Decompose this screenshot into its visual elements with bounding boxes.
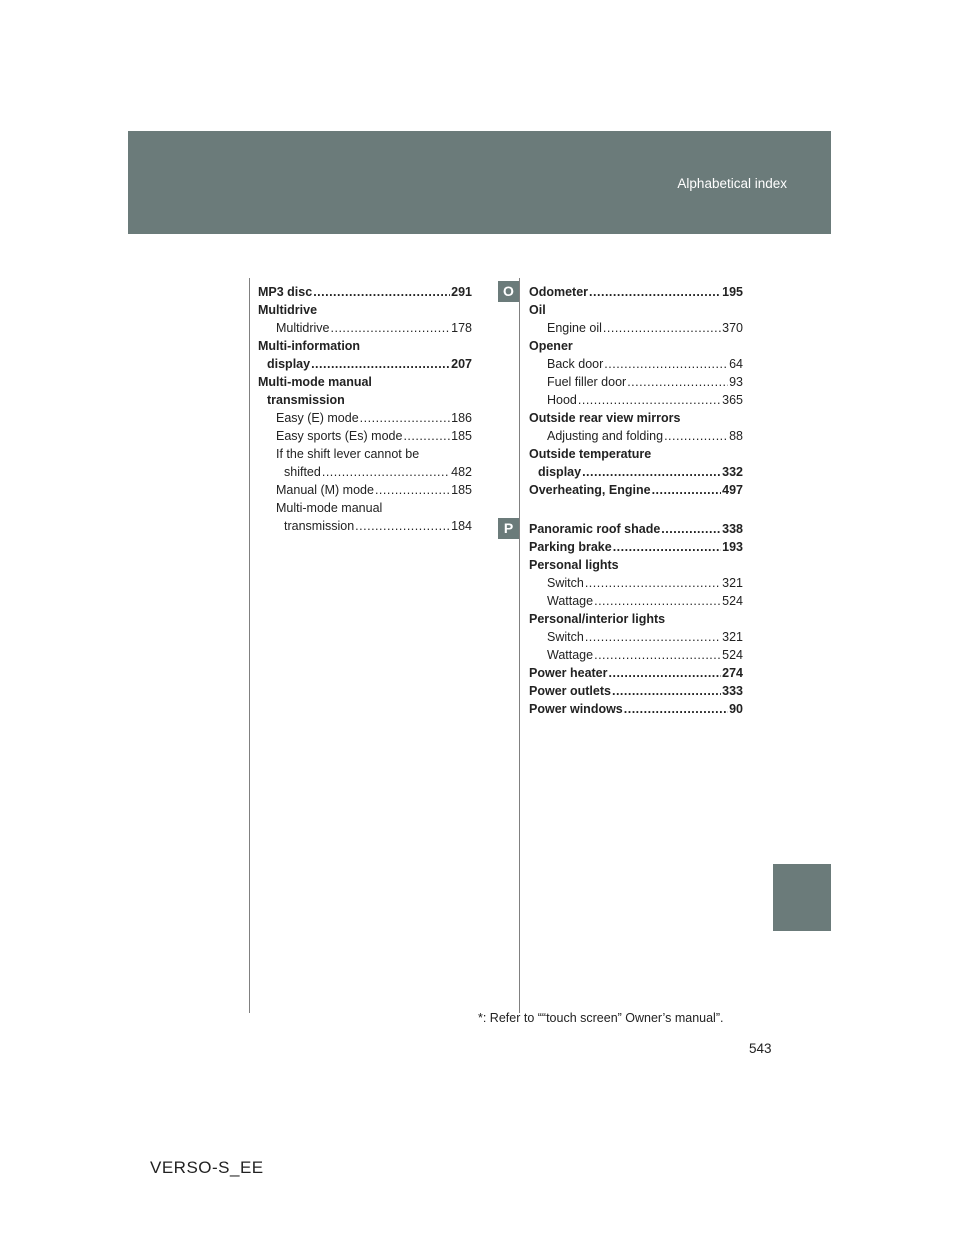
dot-leader	[585, 628, 721, 646]
index-entry	[258, 517, 472, 535]
index-entry	[258, 283, 472, 301]
entry-text: Hood	[547, 393, 577, 407]
index-entry	[529, 481, 743, 499]
index-entry	[529, 646, 743, 664]
entry-text: Easy (E) mode	[276, 411, 359, 425]
index-entry	[529, 319, 743, 337]
entry-text: Power windows	[529, 702, 623, 716]
entry-text: shifted	[284, 465, 321, 479]
entry-text: MP3 disc	[258, 285, 313, 299]
entry-text: Wattage	[547, 594, 594, 608]
dot-leader	[661, 520, 721, 538]
dot-leader	[627, 373, 728, 391]
page-reference: 185	[451, 483, 472, 497]
dot-leader	[612, 682, 721, 700]
entry-text: display	[267, 357, 311, 371]
dot-leader	[582, 463, 721, 481]
entry-text: Personal/interior lights	[529, 612, 666, 626]
page-reference: 207	[451, 357, 472, 371]
index-entry	[529, 664, 743, 682]
index-heading	[258, 337, 472, 355]
page-reference: 193	[722, 540, 743, 554]
page-reference: 370	[722, 321, 743, 335]
footnote: *: Refer to ““touch screen” Owner’s manual”.	[478, 1011, 724, 1025]
index-entry	[529, 682, 743, 700]
entry-text: Easy sports (Es) mode	[276, 429, 403, 443]
index-heading	[529, 610, 743, 628]
index-entry	[529, 574, 743, 592]
dot-leader	[603, 319, 721, 337]
model-code: VERSO-S_EE	[150, 1158, 264, 1177]
index-entry	[529, 700, 743, 718]
dot-leader	[578, 391, 721, 409]
index-heading	[529, 409, 743, 427]
entry-text: Oil	[529, 303, 546, 317]
dot-leader	[313, 283, 450, 301]
page-reference: 497	[722, 483, 743, 497]
section-letter-p: P	[498, 518, 519, 539]
dot-leader	[355, 517, 450, 535]
dot-leader	[609, 664, 722, 682]
dot-leader	[594, 592, 721, 610]
page-reference: 332	[722, 465, 743, 479]
section-letter-o: O	[498, 281, 519, 302]
section-gap	[529, 499, 743, 520]
entry-text: display	[538, 465, 582, 479]
page-reference: 186	[451, 411, 472, 425]
dot-leader	[624, 700, 728, 718]
entry-text: Multidrive	[276, 321, 330, 335]
index-heading	[529, 445, 743, 463]
dot-leader	[375, 481, 450, 499]
index-entry	[258, 427, 472, 445]
index-entry	[258, 319, 472, 337]
entry-text: Power outlets	[529, 684, 611, 698]
index-heading	[258, 373, 472, 391]
dot-leader	[652, 481, 722, 499]
page-reference: 195	[722, 285, 743, 299]
column-rule-middle	[519, 278, 520, 1013]
page-reference: 178	[451, 321, 472, 335]
index-heading	[529, 301, 743, 319]
dot-leader	[589, 283, 721, 301]
index-entry	[529, 283, 743, 301]
entry-text: Odometer	[529, 285, 589, 299]
page-reference: 524	[722, 594, 743, 608]
index-heading	[258, 445, 472, 463]
dot-leader	[604, 355, 728, 373]
page-reference: 88	[729, 429, 743, 443]
entry-text: Personal lights	[529, 558, 619, 572]
index-heading	[529, 337, 743, 355]
entry-text: Panoramic roof shade	[529, 522, 661, 536]
header-band	[128, 131, 831, 234]
dot-leader	[403, 427, 450, 445]
entry-text: Outside rear view mirrors	[529, 411, 681, 425]
index-entry	[258, 409, 472, 427]
page-reference: 274	[722, 666, 743, 680]
entry-text: Manual (M) mode	[276, 483, 374, 497]
entry-text: Power heater	[529, 666, 608, 680]
entry-text: Multidrive	[258, 303, 318, 317]
page-reference: 333	[722, 684, 743, 698]
index-heading	[529, 556, 743, 574]
dot-leader	[594, 646, 721, 664]
entry-text: Switch	[547, 630, 584, 644]
entry-text: Back door	[547, 357, 604, 371]
entry-text: Multi-information	[258, 339, 361, 353]
index-entry	[529, 592, 743, 610]
dot-leader	[311, 355, 450, 373]
entry-text: If the shift lever cannot be	[276, 447, 420, 461]
page-reference: 365	[722, 393, 743, 407]
index-entry	[529, 355, 743, 373]
column-rule-left	[249, 278, 250, 1013]
page-reference: 64	[729, 357, 743, 371]
index-entry	[529, 391, 743, 409]
chapter-tab	[773, 864, 831, 931]
index-entry	[529, 463, 743, 481]
page-reference: 321	[722, 576, 743, 590]
page-reference: 524	[722, 648, 743, 662]
page-reference: 90	[729, 702, 743, 716]
index-heading	[258, 391, 472, 409]
index-entry	[258, 463, 472, 481]
page-reference: 291	[451, 285, 472, 299]
entry-text: Overheating, Engine	[529, 483, 651, 497]
entry-text: Switch	[547, 576, 584, 590]
page-number: 543	[749, 1041, 772, 1056]
index-heading	[258, 301, 472, 319]
index-entry	[258, 481, 472, 499]
dot-leader	[360, 409, 450, 427]
index-entry	[529, 520, 743, 538]
entry-text: Engine oil	[547, 321, 602, 335]
dot-leader	[613, 538, 721, 556]
entry-text: Outside temperature	[529, 447, 652, 461]
entry-text: Wattage	[547, 648, 594, 662]
entry-text: Multi-mode manual	[258, 375, 372, 389]
page-reference: 93	[729, 375, 743, 389]
entry-text: transmission	[267, 393, 345, 407]
entry-text: Multi-mode manual	[276, 501, 383, 515]
page-reference: 184	[451, 519, 472, 533]
index-entry	[529, 538, 743, 556]
page-reference: 482	[451, 465, 472, 479]
index-entry	[529, 427, 743, 445]
page-reference: 185	[451, 429, 472, 443]
entry-text: Fuel filler door	[547, 375, 627, 389]
page-reference: 338	[722, 522, 743, 536]
entry-text: Parking brake	[529, 540, 612, 554]
index-column-right	[529, 283, 743, 718]
index-heading	[258, 499, 472, 517]
dot-leader	[585, 574, 721, 592]
entry-text: transmission	[284, 519, 355, 533]
index-column-left	[258, 283, 472, 535]
entry-text: Adjusting and folding	[547, 429, 664, 443]
entry-text: Opener	[529, 339, 573, 353]
dot-leader	[664, 427, 728, 445]
dot-leader	[322, 463, 450, 481]
section-title: Alphabetical index	[677, 176, 787, 191]
index-entry	[258, 355, 472, 373]
index-entry	[529, 628, 743, 646]
page-reference: 321	[722, 630, 743, 644]
index-entry	[529, 373, 743, 391]
dot-leader	[331, 319, 451, 337]
